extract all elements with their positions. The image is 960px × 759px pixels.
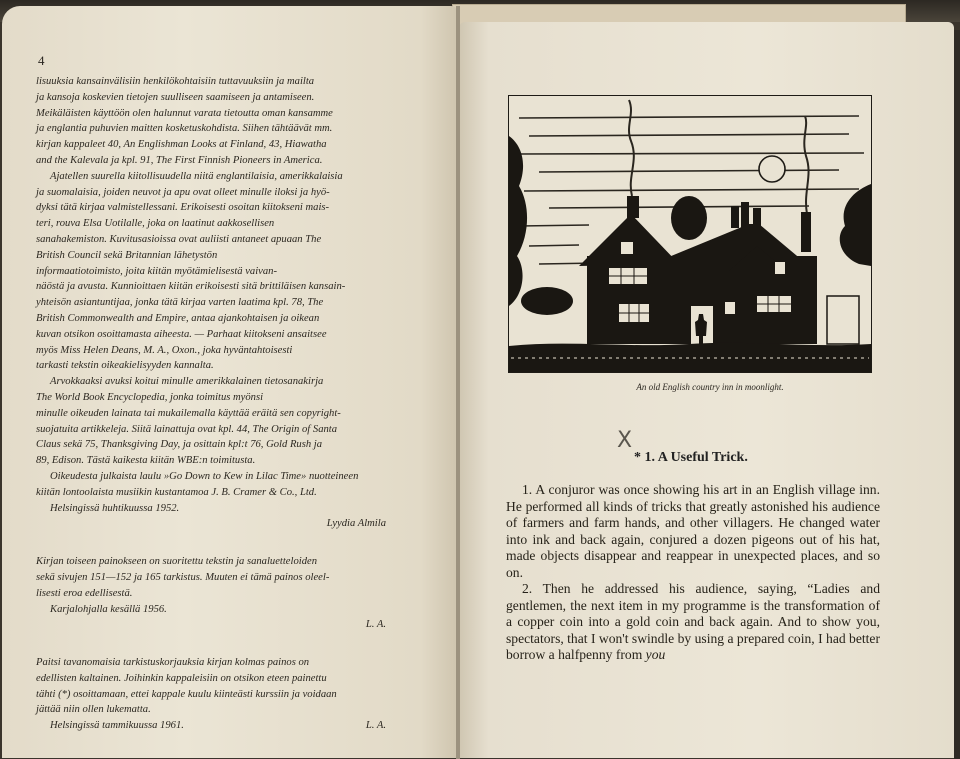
page-number: 4 xyxy=(38,53,45,68)
text-line: tähti (*) osoittamaan, ettei kappale kuulu kiinteästi kurssiin ja voidaan xyxy=(36,688,337,700)
text-line: sanahakemiston. Kuvitusasioissa ovat auliisti antaneet apuaan The xyxy=(36,233,322,245)
text-line: lisesti eroa edellisestä. xyxy=(36,587,133,599)
text-line: Kirjan toiseen painokseen on suoritettu tekstin ja sanaluetteloiden xyxy=(36,556,317,568)
third-edition-footer xyxy=(36,718,416,734)
right-shadow xyxy=(954,30,960,759)
second-edition-signature: L. A. xyxy=(365,619,386,631)
text-line: lisuuksia kansainvälisiin henkilökohtaisiin tuttavuuksiin ja mailta xyxy=(36,76,315,87)
text-line: dyksi tätä kirjaa valmistellessani. Erikoisesti osoitan kiitokseni mais- xyxy=(36,202,330,214)
text-line: tarkasti tekstin oikeakielisyyden kannalta. xyxy=(36,360,214,372)
paragraph-2 xyxy=(506,581,880,664)
text-line: myös Miss Helen Deans, M. A., Oxon., joka hyväntahtoisesti xyxy=(36,344,293,356)
text-line: British Council sekä Britannian lähetystön xyxy=(36,249,218,261)
text-line: The World Book Encyclopedia, jonka toimitus myönsi xyxy=(36,391,264,403)
inn-moonlight-drawing xyxy=(509,96,871,372)
preface-text xyxy=(36,74,416,734)
text-line: yhteisön asiantuntijaa, jonka tätä kirjaa varten laatima kpl. 78, The xyxy=(36,297,324,309)
text-line: Oikeudesta julkaista laulu »Go Down to Kew in Lilac Time» nuotteineen xyxy=(50,470,359,482)
text-line: minulle oikeuden lainata tai mukailemalla käyttää eräitä sen copyright- xyxy=(36,407,341,419)
text-line: ja suomalaisia, joiden neuvot ja apu ovat olleet minulle iloksi ja hyö- xyxy=(36,186,330,198)
text-line: näöstä ja avusta. Kunnioittaen kiitän erikoisesti sitä brittiläisen kansain- xyxy=(36,281,346,293)
paragraph-1: 1. A conjuror was once showing his art in an English village inn. He performed all kinds of tricks that greatly astonished his audience of farmers and farm hands, and other villagers. He changed water into ink and back again, conjured a dozen pigeons out of his hat, made objects disappear and reappear in unexpected places, and so on. xyxy=(506,482,880,580)
text-line: suojatuita artikkeleja. Siitä lainattuja ovat kpl. 44, The Origin of Santa xyxy=(36,423,338,435)
paragraph-2-text: 2. Then he addressed his audience, saying, “Ladies and gentlemen, the next item in my programme is the transformation of a copper coin into a gold coin and back again. And to show you, spectators, that I won't swindle by using a prepared coin, I had better borrow a halfpenny from xyxy=(506,581,880,662)
author-signature: Lyydia Almila xyxy=(326,518,386,530)
third-edition-place-date: Helsingissä tammikuussa 1961. xyxy=(50,720,184,732)
preface-lines xyxy=(36,74,416,516)
chimney-smoke xyxy=(629,100,634,196)
text-line: Claus sekä 75, Thanksgiving Day, ja osittain kpl:t 76, Gold Rush ja xyxy=(36,439,323,451)
moon-icon xyxy=(759,156,785,182)
text-line: edellisten kaltainen. Joihinkin kappaleisiin on otsikon eteen painettu xyxy=(36,672,327,684)
third-edition-signature: L. A. xyxy=(365,720,386,732)
sky-streaks xyxy=(517,116,864,264)
side-annex xyxy=(827,296,859,344)
text-line: kuvan otsikon osoittamasta aiheesta. — Parhaat kiitokseni ansaitsee xyxy=(36,328,327,340)
text-line: ja englantia puhuvien maitten kosketuskohdista. Siihen tähtäävät mm. xyxy=(36,123,333,135)
inn-illustration xyxy=(508,95,872,373)
text-line: ja kansoja koskevien tietojen suulliseen saamiseen ja antamiseen. xyxy=(36,91,315,103)
text-line: Helsingissä huhtikuussa 1952. xyxy=(50,502,180,514)
second-edition-note xyxy=(36,554,416,601)
text-line: sekä sivujen 151—152 ja 165 tarkistus. Muuten ei tämä painos oleel- xyxy=(36,571,330,583)
paragraph-2-emphasis: you xyxy=(645,647,666,662)
second-edition-place-date: Karjalohjalla kesällä 1956. xyxy=(50,603,167,615)
book-gutter xyxy=(456,6,460,759)
chimney-smoke-right xyxy=(804,116,808,214)
text-line: Meikäläisten käyttöön olen halunnut varata tietoutta oman kansamme xyxy=(36,107,333,119)
chapter-body xyxy=(506,482,880,664)
text-line: British Commonwealth and Empire, antaa ajankohtaisen ja oikean xyxy=(36,312,320,324)
pencil-mark: X xyxy=(617,428,633,453)
text-line: kirjan kappaleet 40, An Englishman Looks at Finland, 43, Hiawatha xyxy=(36,139,327,151)
ground xyxy=(509,343,871,372)
text-line: informaatiotoimisto, joita kiitän myötämielisestä vaivan- xyxy=(36,265,277,277)
text-line: Paitsi tavanomaisia tarkistuskorjauksia kirjan kolmas painos on xyxy=(36,657,310,669)
text-line: and the Kalevala ja kpl. 91, The First Finnish Pioneers in America. xyxy=(36,154,323,166)
text-line: kiitän lontoolaista musiikin kustantamoa J. B. Cramer & Co., Ltd. xyxy=(36,486,317,498)
third-edition-note xyxy=(36,655,416,718)
text-line: Ajatellen suurella kiitollisuudella niitä englantilaisia, amerikkalaisia xyxy=(50,170,343,182)
illustration-caption: An old English country inn in moonlight. xyxy=(636,382,784,392)
text-line: Arvokkaaksi avuksi koitui minulle amerikkalainen tietosanakirja xyxy=(50,376,324,388)
text-line: 89, Edison. Tästä kaikesta kiitän WBE:n toimitusta. xyxy=(36,455,256,467)
chapter-heading: * 1. A Useful Trick. xyxy=(634,450,748,465)
text-line: jättää niin ollen lukematta. xyxy=(36,704,151,716)
text-line: teri, rouva Elsa Uotilalle, joka on laatinut aakkosellisen xyxy=(36,218,275,230)
